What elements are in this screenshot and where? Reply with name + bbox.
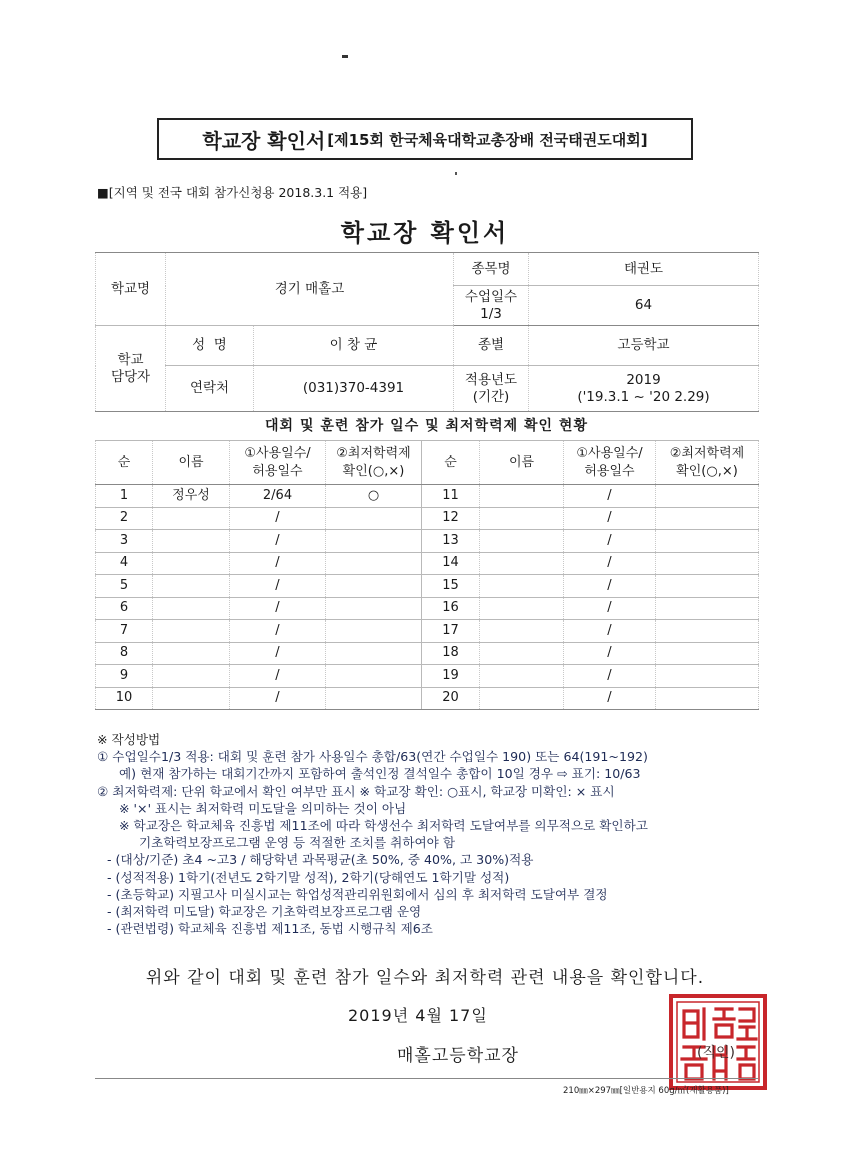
name-label: 성 명 [166, 326, 254, 366]
used-days: / [230, 530, 326, 553]
min-academic-check [656, 507, 759, 530]
student-name [153, 507, 230, 530]
used-days: / [230, 575, 326, 598]
manager-label [96, 326, 166, 412]
document-title: 학교장 확인서 [340, 219, 510, 247]
student-name [480, 687, 564, 710]
row-number: 13 [422, 530, 480, 553]
min-academic-check: ○ [326, 485, 422, 508]
row-number: 4 [96, 552, 153, 575]
student-name [153, 687, 230, 710]
row-number: 20 [422, 687, 480, 710]
row-number: 15 [422, 575, 480, 598]
min-academic-check [326, 620, 422, 643]
period-year: 2019 [626, 371, 661, 388]
manager-label-line2: 담당자 [110, 368, 151, 385]
student-name [480, 642, 564, 665]
used-days: / [564, 597, 656, 620]
days-value: 64 [529, 286, 759, 326]
table-row [96, 530, 759, 553]
student-name [153, 620, 230, 643]
min-academic-check [656, 530, 759, 553]
col-check-line2: 확인(○,×) [342, 463, 405, 479]
table-row [96, 642, 759, 665]
principal-signature: 매홀고등학교장 [397, 1046, 519, 1066]
note-line: ② 최저학력제: 단위 학교에서 확인 여부만 표시 ※ 학교장 확인: ○표시, 학교장 미확인: × 표시 [97, 783, 615, 799]
school-label: 학교명 [96, 253, 166, 326]
col-days-line2: 허용일수 [584, 463, 635, 479]
note-line: ※ 학교장은 학교체육 진흥법 제11조에 따라 학생선수 최저학력 도달여부를 의무적으로 확인하고 [119, 818, 648, 834]
confirm-statement: 위와 같이 대회 및 훈련 참가 일수와 최저학력 관련 내용을 확인합니다. [145, 968, 705, 988]
note-line: - (초등학교) 지필고사 미실시교는 학업성적관리위원회에서 심의 후 최저학력 도달여부 결정 [107, 886, 608, 902]
row-number: 7 [96, 620, 153, 643]
min-academic-check [656, 687, 759, 710]
row-number: 14 [422, 552, 480, 575]
scan-speck [455, 172, 457, 175]
used-days: / [230, 552, 326, 575]
paper-spec: 210㎜×297㎜[일반용지 60g/㎡(재활용품)] [563, 1086, 729, 1096]
used-days: / [564, 620, 656, 643]
student-name [480, 485, 564, 508]
row-number: 11 [422, 485, 480, 508]
row-number: 16 [422, 597, 480, 620]
col-days-left [230, 441, 326, 485]
min-academic-check [326, 530, 422, 553]
days-label-line1: 수업일수 [464, 288, 518, 305]
student-name [480, 552, 564, 575]
student-name [153, 575, 230, 598]
student-name [153, 642, 230, 665]
top-title-sub: [제15회 한국체육대학교총장배 전국태권도대회] [327, 130, 648, 149]
col-check-line1: ②최저학력제 [336, 445, 411, 461]
used-days: / [564, 485, 656, 508]
top-title-box [157, 118, 693, 160]
used-days: / [230, 687, 326, 710]
table-row [96, 552, 759, 575]
school-value: 경기 매홀고 [166, 253, 454, 326]
sport-label: 종목명 [454, 253, 529, 286]
note-line: 기초학력보장프로그램 운영 등 적절한 조치를 취하여야 함 [139, 835, 455, 851]
row-number: 19 [422, 665, 480, 688]
table-row [96, 507, 759, 530]
col-no-right: 순 [422, 441, 480, 485]
col-check-line2: 확인(○,×) [676, 463, 738, 479]
table-row [96, 575, 759, 598]
row-number: 10 [96, 687, 153, 710]
row-number: 3 [96, 530, 153, 553]
seal-mark: (직인) [697, 1045, 735, 1061]
period-label-line1: 적용년도 [464, 371, 518, 388]
min-academic-check [326, 507, 422, 530]
student-name [480, 507, 564, 530]
used-days: / [564, 552, 656, 575]
table-row [96, 687, 759, 710]
used-days: / [564, 687, 656, 710]
participation-table-body [96, 485, 759, 710]
participation-table [95, 440, 759, 710]
min-academic-check [656, 597, 759, 620]
min-academic-check [326, 665, 422, 688]
used-days: / [230, 507, 326, 530]
min-academic-check [656, 620, 759, 643]
note-line: - (대상/기준) 초4 ~고3 / 해당학년 과목평균(초 50%, 중 40%, 고 30%)적용 [107, 852, 534, 868]
note-line: - (최저학력 미도달) 학교장은 기초학력보장프로그램 운영 [107, 904, 422, 920]
type-value: 고등학교 [529, 326, 759, 366]
writing-instructions [97, 731, 777, 937]
table-row [96, 620, 759, 643]
form-tag: ■[지역 및 전국 대회 참가신청용 2018.3.1 적용] [97, 185, 368, 200]
table-row [96, 485, 759, 508]
row-number: 6 [96, 597, 153, 620]
notes-heading: ※ 작성방법 [97, 732, 161, 747]
table-row [96, 597, 759, 620]
min-academic-check [326, 597, 422, 620]
col-check-right [656, 441, 759, 485]
min-academic-check [656, 552, 759, 575]
period-label [454, 366, 529, 412]
min-academic-check [326, 687, 422, 710]
note-line: ※ '×' 표시는 최저학력 미도달을 의미하는 것이 아님 [119, 800, 407, 816]
student-name [480, 575, 564, 598]
row-number: 8 [96, 642, 153, 665]
note-line: 예) 현재 참가하는 대회기간까지 포함하여 출석인정 결석일수 총합이 10일 경우 ⇨ 표기: 10/63 [119, 766, 641, 782]
contact-label: 연락처 [166, 366, 254, 412]
col-days-right [564, 441, 656, 485]
col-no-left: 순 [96, 441, 153, 485]
school-info-table [95, 252, 759, 412]
min-academic-check [656, 575, 759, 598]
contact-value: (031)370-4391 [254, 366, 454, 412]
student-name [480, 530, 564, 553]
used-days: / [564, 665, 656, 688]
col-days-line1: ①사용일수/ [576, 445, 643, 461]
name-value: 이 창 균 [254, 326, 454, 366]
row-number: 18 [422, 642, 480, 665]
row-number: 2 [96, 507, 153, 530]
days-label-line2: 1/3 [480, 305, 502, 322]
sport-value: 태권도 [529, 253, 759, 286]
note-line: - (관련법령) 학교체육 진흥법 제11조, 동법 시행규칙 제6조 [107, 921, 433, 937]
scan-speck [342, 55, 348, 58]
type-label: 종별 [454, 326, 529, 366]
row-number: 9 [96, 665, 153, 688]
min-academic-check [326, 642, 422, 665]
min-academic-check [656, 642, 759, 665]
issue-date: 2019년 4월 17일 [348, 1006, 488, 1025]
student-name [480, 665, 564, 688]
min-academic-check [656, 665, 759, 688]
footer-divider [95, 1078, 758, 1079]
row-number: 12 [422, 507, 480, 530]
col-check-line1: ②최저학력제 [669, 445, 745, 461]
student-name [480, 620, 564, 643]
top-title-main: 학교장 확인서 [202, 128, 326, 153]
used-days: 2/64 [230, 485, 326, 508]
used-days: / [564, 642, 656, 665]
used-days: / [564, 575, 656, 598]
student-name [153, 530, 230, 553]
used-days: / [230, 665, 326, 688]
days-label [454, 286, 529, 326]
student-name: 정우성 [153, 485, 230, 508]
student-name [153, 552, 230, 575]
table-row [96, 665, 759, 688]
used-days: / [230, 620, 326, 643]
period-label-line2: (기간) [472, 388, 510, 405]
col-name-right: 이름 [480, 441, 564, 485]
used-days: / [564, 530, 656, 553]
col-check-left [326, 441, 422, 485]
note-line: ① 수업일수1/3 적용: 대회 및 훈련 참가 사용일수 총합/63(연간 수업일수 190) 또는 64(191~192) [97, 749, 648, 765]
period-value [529, 366, 759, 412]
min-academic-check [656, 485, 759, 508]
col-days-line2: 허용일수 [252, 463, 303, 479]
student-name [153, 597, 230, 620]
student-name [153, 665, 230, 688]
row-number: 1 [96, 485, 153, 508]
manager-label-line1: 학교 [117, 351, 144, 368]
note-line: - (성적적용) 1학기(전년도 2학기말 성적), 2학기(당해연도 1학기말 성적) [107, 869, 510, 885]
used-days: / [564, 507, 656, 530]
row-number: 17 [422, 620, 480, 643]
min-academic-check [326, 575, 422, 598]
used-days: / [230, 597, 326, 620]
row-number: 5 [96, 575, 153, 598]
col-days-line1: ①사용일수/ [244, 445, 311, 461]
col-name-left: 이름 [153, 441, 230, 485]
student-name [480, 597, 564, 620]
used-days: / [230, 642, 326, 665]
period-range: ('19.3.1 ~ '20 2.29) [577, 388, 710, 405]
participation-section-title: 대회 및 훈련 참가 일수 및 최저학력제 확인 현황 [95, 411, 758, 439]
min-academic-check [326, 552, 422, 575]
